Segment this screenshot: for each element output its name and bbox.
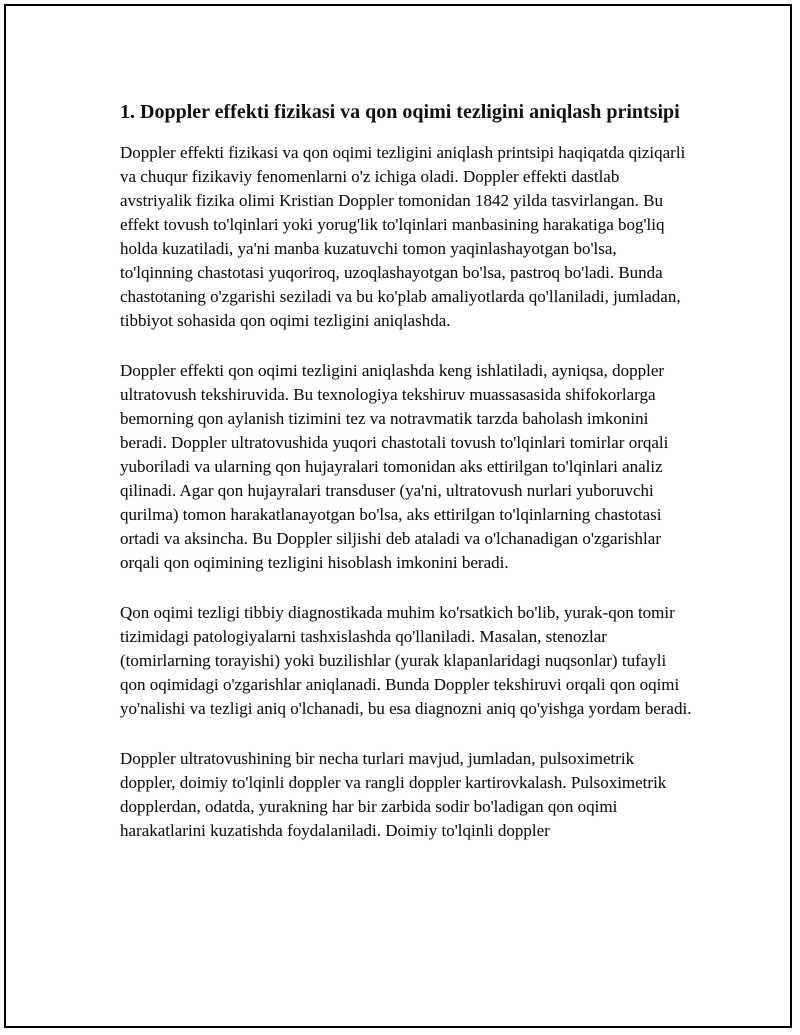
- paragraph-4: Doppler ultratovushining bir necha turlari mavjud, jumladan, pulsoximetrik doppler, doimiy to'lqinli doppler va rangli doppler kartirovkalash. Pulsoximetrik dopplerdan, odatda, yurakning har bir zarbida sodir bo'ladigan qon oqimi harakatlarini kuzatishda foydalaniladi. Doimiy to'lqinli doppler: [120, 749, 667, 840]
- paragraph-1: Doppler effekti fizikasi va qon oqimi tezligini aniqlash printsipi haqiqatda qiziqarli va chuqur fizikaviy fenomenlarni o'z ichiga oladi. Doppler effekti dastlab avstriyalik fizika olimi Kristian Doppler tomonidan 1842 yilda tasvirlangan. Bu effekt tovush to'lqinlari yoki yorug'lik to'lqinlari manbasining harakatiga bog'liq holda kuzatiladi, ya'ni manba kuzatuvchi tomon yaqinlashayotgan bo'lsa, to'lqinning chastotasi yuqoriroq, uzoqlashayotgan bo'lsa, pastroq bo'ladi. Bunda chastotaning o'zgarishi seziladi va bu ko'plab amaliyotlarda qo'llaniladi, jumladan, tibbiyot sohasida qon oqimi tezligini aniqlashda.: [120, 143, 686, 330]
- page-frame: [4, 4, 792, 1028]
- paragraph-3: Qon oqimi tezligi tibbiy diagnostikada muhim ko'rsatkich bo'lib, yurak-qon tomir tizimidagi patologiyalarni tashxislashda qo'llaniladi. Masalan, stenozlar (tomirlarning torayishi) yoki buzilishlar (yurak klapanlaridagi nuqsonlar) tufayli qon oqimidagi o'zgarishlar aniqlanadi. Bunda Doppler tekshiruvi orqali qon oqimi yo'nalishi va tezligi aniq o'lchanadi, bu esa diagnozni aniq qo'yishga yordam beradi.: [120, 603, 692, 718]
- paragraph-2: Doppler effekti qon oqimi tezligini aniqlashda keng ishlatiladi, ayniqsa, doppler ultratovush tekshiruvida. Bu texnologiya tekshiruv muassasasida shifokorlarga bemorning qon aylanish tizimini tez va notravmatik tarzda baholash imkonini beradi. Doppler ultratovushida yuqori chastotali tovush to'lqinlari tomirlar orqali yuboriladi va ularning qon hujayralari tomonidan aks ettirilgan to'lqinlari analiz qilinadi. Agar qon hujayralari transduser (ya'ni, ultratovush nurlari yuboruvchi qurilma) tomon harakatlanayotgan bo'lsa, aks ettirilgan to'lqinlarning chastotasi ortadi va aksincha. Bu Doppler siljishi deb ataladi va o'lchanadigan o'zgarishlar orqali qon oqimining tezligini hisoblash imkonini beradi.: [120, 361, 669, 572]
- document-body: [120, 98, 692, 869]
- section-heading: 1. Doppler effekti fizikasi va qon oqimi tezligini aniqlash printsipi: [120, 101, 680, 123]
